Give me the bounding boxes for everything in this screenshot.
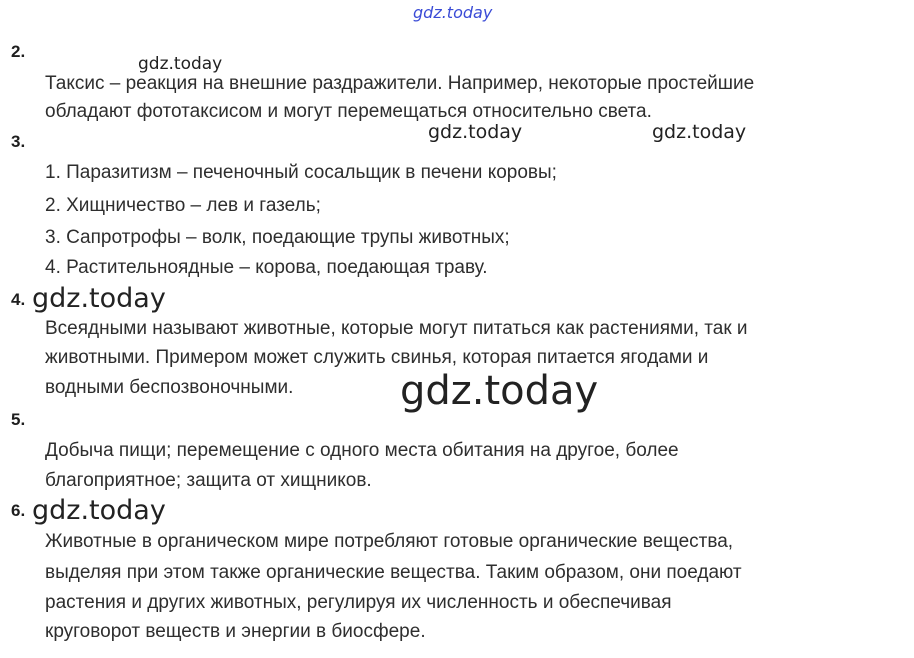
watermark-section-4: gdz.today (32, 283, 166, 314)
section-2-line-1: Таксис – реакция на внешние раздражители. Например, некоторые простейшие (45, 73, 755, 94)
section-3-line-4: 4. Растительноядные – корова, поедающая траву. (45, 257, 488, 278)
section-6-line-1: Животные в органическом мире потребляют готовые органические вещества, (45, 531, 734, 552)
section-4-line-2: животными. Примером может служить свинья, которая питается ягодами и (45, 347, 709, 368)
watermark-center-large: gdz.today (400, 368, 599, 414)
watermark-section-6: gdz.today (32, 495, 166, 526)
watermark-section-2: gdz.today (138, 54, 223, 74)
section-number-5: 5. (11, 410, 26, 429)
watermark-top: gdz.today (413, 3, 493, 22)
section-4-line-1: Всеядными называют животные, которые могут питаться как растениями, так и (45, 318, 748, 339)
section-5-line-2: благоприятное; защита от хищников. (45, 470, 372, 491)
section-5-line-1: Добыча пищи; перемещение с одного места обитания на другое, более (45, 440, 679, 461)
section-2-line-2: обладают фототаксисом и могут перемещаться относительно света. (45, 101, 652, 122)
watermark-section-3-left: gdz.today (428, 121, 523, 143)
section-4-line-3: водными беспозвоночными. (45, 377, 294, 398)
section-number-6: 6. (11, 501, 26, 520)
section-6-line-4: круговорот веществ и энергии в биосфере. (45, 621, 426, 642)
section-6-line-3: растения и других животных, регулируя их численность и обеспечивая (45, 592, 672, 613)
section-3-line-3: 3. Сапротрофы – волк, поедающие трупы животных; (45, 227, 510, 248)
section-number-4: 4. (11, 290, 26, 309)
section-3-line-1: 1. Паразитизм – печеночный сосальщик в печени коровы; (45, 162, 557, 183)
section-6-line-2: выделяя при этом также органические вещества. Таким образом, они поедают (45, 562, 742, 583)
section-number-2: 2. (11, 42, 26, 61)
section-number-3: 3. (11, 132, 26, 151)
watermark-section-3-right: gdz.today (652, 121, 747, 143)
section-3-line-2: 2. Хищничество – лев и газель; (45, 195, 321, 216)
